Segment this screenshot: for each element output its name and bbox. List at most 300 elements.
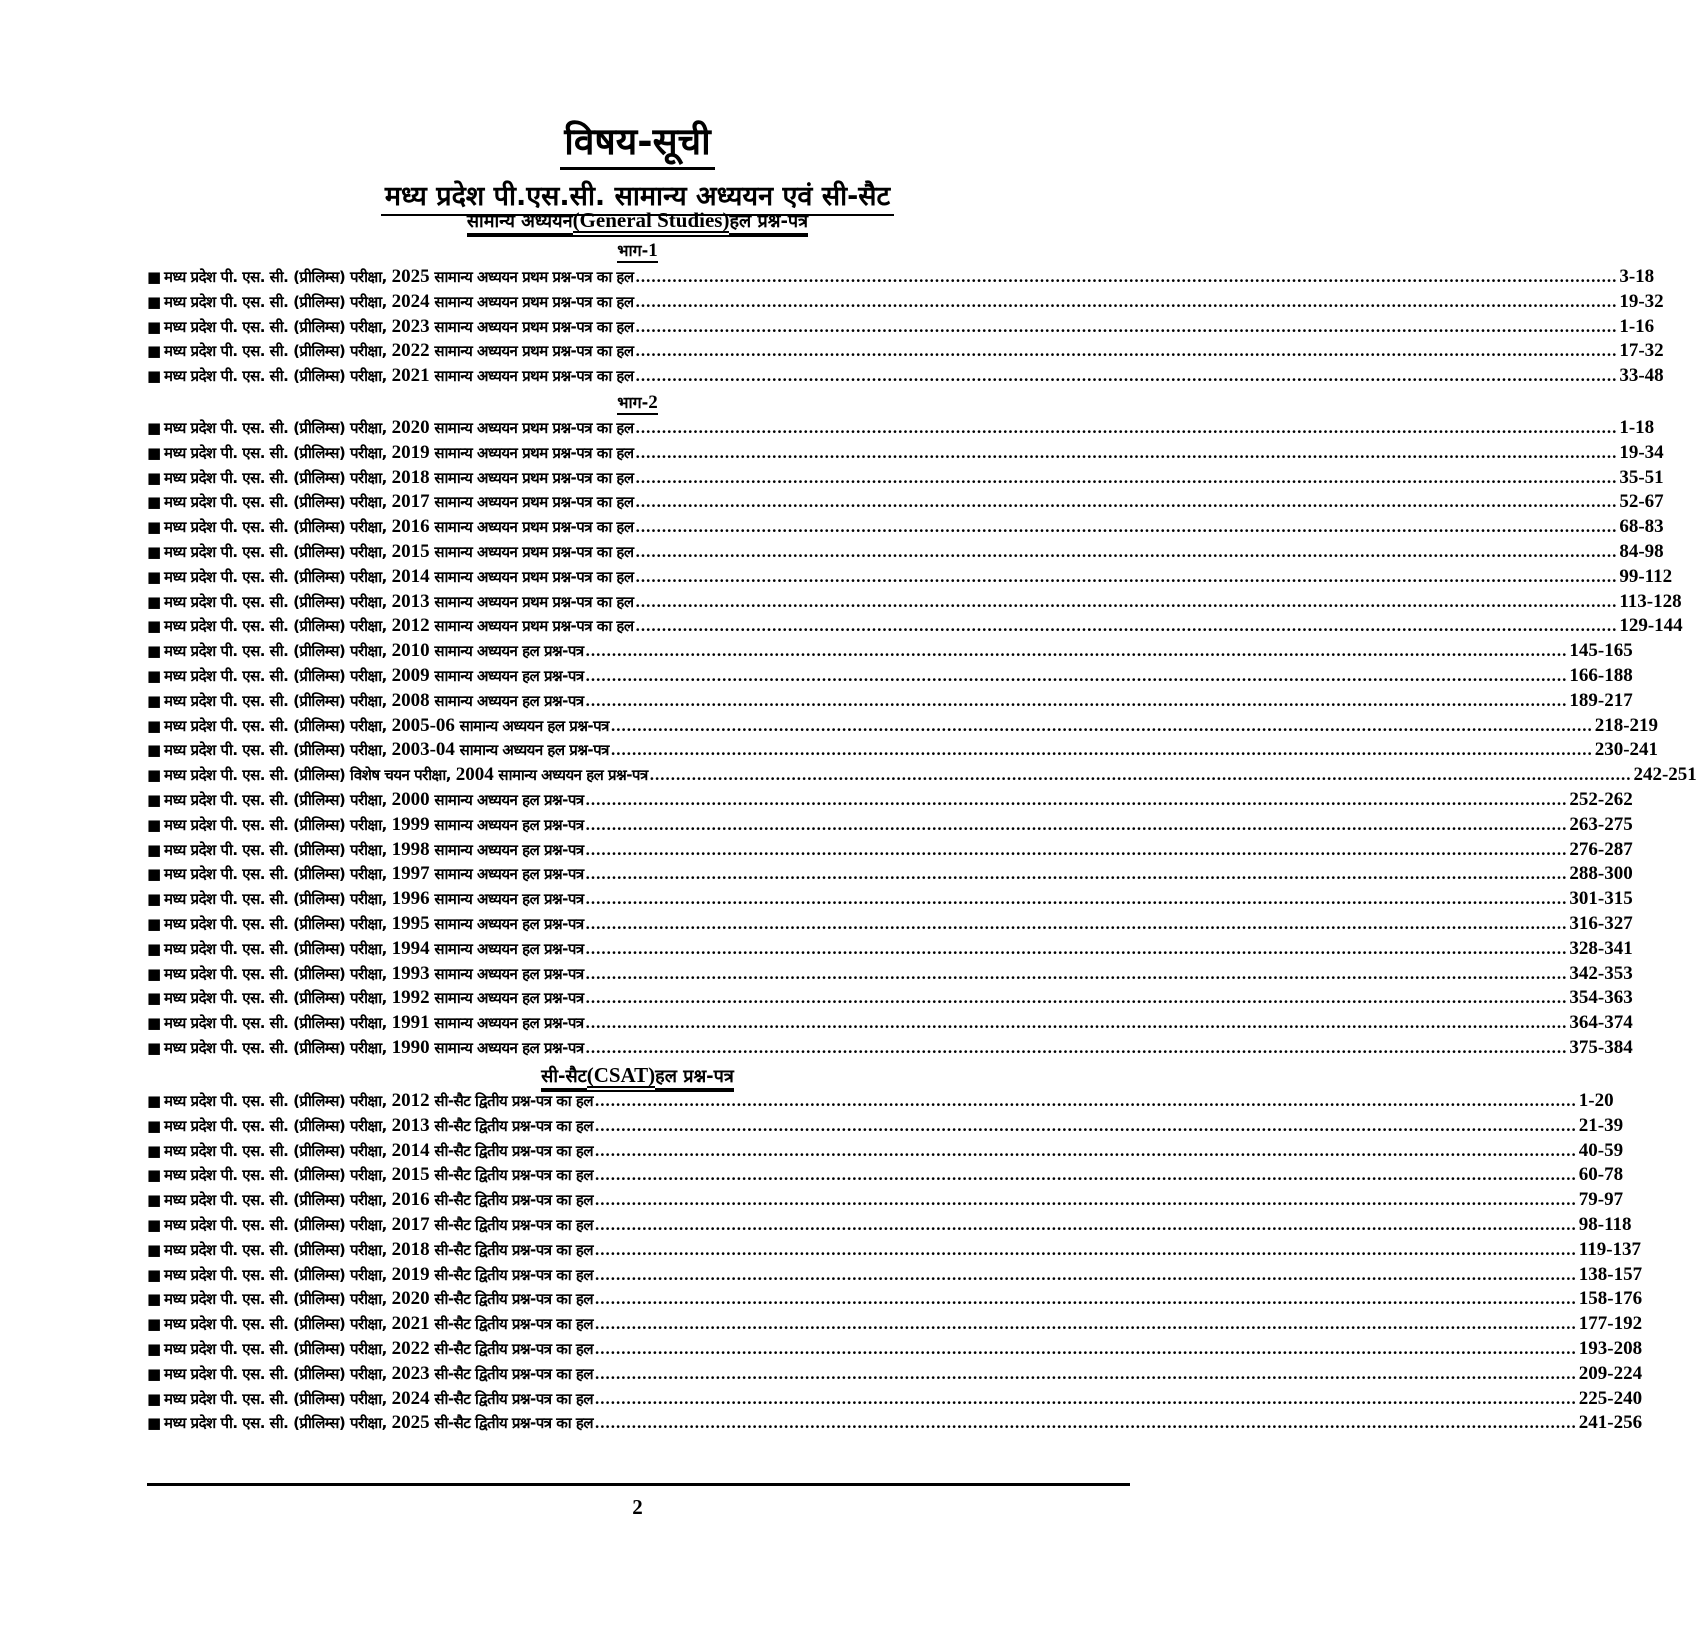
dot-leader: ........................................................................................................................................................................................... [585,666,1568,685]
toc-entry-label [164,591,634,613]
toc-entry [147,565,1673,592]
toc-entry-text: मध्य प्रदेश पी. एस. सी. (प्रीलिम्स) परीक्षा, [164,543,392,561]
toc-entry-pages: 189-217 [1569,689,1633,711]
page-title [0,114,1275,170]
toc-entry [147,1387,1643,1414]
bullet-icon: ■ [147,1240,162,1259]
toc-entry [147,615,1683,641]
toc-entry-pages: 1-18 [1619,417,1655,438]
bullet-icon: ■ [147,1116,162,1135]
toc-entry-text: सी-सैट द्वितीय प्रश्न-पत्र का हल [429,1315,594,1334]
toc-entry-year: 2017 [391,491,430,513]
csat-heading-post: हल प्रश्न-पत्र [655,1066,734,1090]
dot-leader: ........................................................................................................................................................................................... [635,467,1618,487]
dot-leader: ........................................................................................................................................................................................... [595,1239,1577,1259]
toc-entry-text: सामान्य अध्ययन हल प्रश्न-पत्र [429,915,584,933]
part2-heading-pre: भाग- [617,393,649,412]
part2-heading-num: 2 [648,392,658,413]
toc-entry-text: सामान्य अध्ययन प्रथम प्रश्न-पत्र का हल [429,268,634,286]
dot-leader: ........................................................................................................................................................................................... [595,1363,1577,1383]
toc-entry-label [164,291,634,313]
toc-entry-text: मध्य प्रदेश पी. एस. सी. (प्रीलिम्स) परीक्षा, [164,617,392,636]
toc-entry-text: मध्य प्रदेश पी. एस. सी. (प्रीलिम्स) परीक्षा, [164,1364,392,1383]
dot-leader: ........................................................................................................................................................................................... [635,267,1618,286]
toc-entry-year: 1994 [391,937,430,959]
toc-entry-pages: 60-78 [1578,1164,1624,1186]
toc-entry-year: 2023 [391,1362,430,1384]
bullet-icon: ■ [147,1039,162,1057]
dot-leader: ........................................................................................................................................................................................... [585,963,1568,983]
toc-entry-year: 2013 [391,1114,430,1136]
toc-entry [147,640,1633,666]
toc-entry-pages: 3-18 [1619,266,1655,287]
toc-entry-pages: 21-39 [1578,1114,1624,1136]
toc-entry-label [164,1288,593,1310]
toc-entry-label [164,913,584,935]
toc-entry-pages: 316-327 [1569,913,1633,934]
toc-entry-pages: 342-353 [1569,962,1633,984]
toc-entry-year: 2014 [391,1139,430,1161]
toc-entry-year: 2019 [391,441,430,463]
toc-entry-text: सामान्य अध्ययन हल प्रश्न-पत्र [454,741,609,760]
toc-entry-pages: 209-224 [1578,1362,1643,1384]
toc-entry [147,1037,1633,1063]
toc-entry-pages: 19-32 [1619,290,1664,312]
bullet-icon: ■ [147,493,162,512]
toc-entry-text: मध्य प्रदेश पी. एस. सी. (प्रीलिम्स) परीक्षा, [164,1265,392,1284]
toc-entry-pages: 166-188 [1569,665,1633,686]
toc-entry [147,516,1664,542]
toc-entry-year: 2021 [391,365,430,387]
toc-entry-text: मध्य प्रदेश पी. एस. सी. (प्रीलिम्स) परीक्षा, [164,1240,392,1259]
toc-entry-text: मध्य प्रदेश पी. एस. सी. (प्रीलिम्स) परीक्षा, [164,493,392,512]
toc-entry-year: 2025 [391,1412,430,1434]
toc-entry-pages: 1-20 [1578,1090,1614,1111]
toc-entry-text: मध्य प्रदेश पी. एस. सी. (प्रीलिम्स) परीक्षा, [164,1039,392,1057]
dot-leader: ........................................................................................................................................................................................... [635,366,1618,386]
toc-entry [147,290,1664,317]
bullet-icon: ■ [147,716,162,735]
toc-entry-text: सामान्य अध्ययन प्रथम प्रश्न-पत्र का हल [429,468,634,487]
part1-heading [0,241,1275,263]
toc-entry-text: सी-सैट द्वितीय प्रश्न-पत्र का हल [429,1290,594,1309]
toc-entry-year: 1993 [391,962,430,984]
toc-entry-text: सी-सैट द्वितीय प्रश्न-पत्र का हल [429,1191,594,1210]
dot-leader: ........................................................................................................................................................................................... [585,814,1568,834]
toc-entry-year: 2020 [391,417,430,438]
bullet-icon: ■ [147,292,162,311]
toc-entry-year: 1990 [391,1037,430,1058]
toc-entry [147,987,1633,1013]
toc-entry-text: सामान्य अध्ययन प्रथम प्रश्न-पत्र का हल [429,317,634,336]
toc-entry-label [164,1313,593,1335]
toc-entry [147,590,1682,617]
toc-entry-text: सामान्य अध्ययन प्रथम प्रश्न-पत्र का हल [429,543,634,561]
toc-entry-label [164,266,634,288]
bullet-icon: ■ [147,268,162,286]
toc-entry-year: 1991 [391,1012,430,1034]
toc-entry-label [164,839,584,861]
csat-section-heading [0,1064,1275,1092]
toc-entry-label [164,715,609,737]
bullet-icon: ■ [147,691,162,710]
toc-entry-label [164,1338,593,1360]
toc-entry-text: मध्य प्रदेश पी. एस. सी. (प्रीलिम्स) परीक्षा, [164,890,392,909]
toc-entry-text: मध्य प्रदेश पी. एस. सी. (प्रीलिम्स) परीक्षा, [164,1389,392,1408]
toc-entry-label [164,365,634,387]
toc-entry [147,266,1655,292]
dot-leader: ........................................................................................................................................................................................... [595,1190,1577,1210]
bullet-icon: ■ [147,317,162,336]
toc-entry [147,1263,1643,1290]
toc-entry-text: मध्य प्रदेश पी. एस. सी. (प्रीलिम्स) परीक्षा, [164,592,392,611]
toc-entry-year: 2013 [391,590,430,612]
toc-entry-text: सी-सैट द्वितीय प्रश्न-पत्र का हल [429,1340,594,1358]
dot-leader: ........................................................................................................................................................................................... [595,1215,1577,1234]
toc-entry-text: मध्य प्रदेश पी. एस. सी. (प्रीलिम्स) परीक्षा, [164,367,392,386]
toc-entry-text: सामान्य अध्ययन हल प्रश्न-पत्र [429,865,584,884]
dot-leader: ........................................................................................................................................................................................... [585,938,1568,958]
gs-heading-pre: सामान्य अध्ययन [467,211,573,235]
bullet-icon: ■ [147,915,162,933]
toc-entry-text: मध्य प्रदेश पी. एस. सी. (प्रीलिम्स) परीक्षा, [164,1414,392,1433]
toc-entry-text: मध्य प्रदेश पी. एस. सी. (प्रीलिम्स) परीक्षा, [164,964,392,983]
toc-entry [147,1313,1643,1339]
toc-entry-pages: 17-32 [1619,340,1664,362]
toc-entry-text: मध्य प्रदेश पी. एस. सी. (प्रीलिम्स) परीक्षा, [164,939,392,958]
toc-entry-text: सामान्य अध्ययन हल प्रश्न-पत्र [454,716,609,735]
toc-entry-text: सामान्य अध्ययन हल प्रश्न-पत्र [429,989,584,1008]
toc-entry [147,1139,1624,1166]
toc-entry-pages: 241-256 [1578,1412,1643,1434]
toc-entry-text: सी-सैट द्वितीय प्रश्न-पत्र का हल [429,1240,594,1259]
dot-leader: ........................................................................................................................................................................................... [595,1413,1577,1433]
toc-entry [147,962,1633,989]
toc-entry-pages: 230-241 [1594,739,1659,761]
toc-entry-year: 1995 [391,913,430,934]
toc-entry-pages: 375-384 [1569,1037,1633,1058]
toc-entry-year: 2009 [391,665,430,686]
bullet-icon: ■ [147,443,162,462]
toc-entry-pages: 288-300 [1569,863,1633,885]
bullet-icon: ■ [147,1216,162,1234]
bullet-icon: ■ [147,592,162,611]
bullet-icon: ■ [147,890,162,909]
toc-entry-text: सी-सैट द्वितीय प्रश्न-पत्र का हल [429,1216,594,1234]
toc-entry [147,466,1664,493]
bullet-icon: ■ [147,543,162,561]
dot-leader: ........................................................................................................................................................................................... [610,715,1593,735]
toc-entry [147,1238,1642,1265]
toc-entry-label [164,1214,593,1236]
toc-entry-text: मध्य प्रदेश पी. एस. सी. (प्रीलिम्स) परीक्षा, [164,840,392,859]
bullet-icon: ■ [147,419,162,437]
toc-entry-text: सामान्य अध्ययन हल प्रश्न-पत्र [429,939,584,958]
toc-entry-text: मध्य प्रदेश पी. एस. सी. (प्रीलिम्स) परीक्षा, [164,791,392,809]
dot-leader: ........................................................................................................................................................................................... [635,492,1618,512]
toc-entry-year: 2015 [391,1164,430,1186]
toc-entry-year: 2017 [391,1214,430,1235]
toc-entry-label [164,665,584,687]
dot-leader: ........................................................................................................................................................................................... [635,418,1618,437]
toc-entry [147,863,1633,889]
toc-entry-label [164,640,584,662]
toc-entry-pages: 84-98 [1619,541,1664,562]
dot-leader: ........................................................................................................................................................................................... [585,988,1568,1008]
toc-entry-label [164,938,584,960]
toc-entry-year: 2021 [391,1313,430,1335]
toc-entry-text: मध्य प्रदेश पी. एस. सी. (प्रीलिम्स) परीक्षा, [164,1290,392,1309]
toc-entry-pages: 138-157 [1578,1263,1643,1285]
bullet-icon: ■ [147,1191,162,1210]
toc-entry-text: सामान्य अध्ययन प्रथम प्रश्न-पत्र का हल [429,493,634,512]
toc-entry [147,315,1655,342]
toc-entry-pages: 193-208 [1578,1338,1643,1359]
toc-entry-year: 2024 [391,1387,430,1409]
csat-heading-pre: सी-सैट [541,1066,587,1090]
toc-entry-year: 1992 [391,987,430,1009]
toc-entry-year: 2016 [391,1189,430,1211]
toc-entry-text: सी-सैट द्वितीय प्रश्न-पत्र का हल [429,1141,594,1160]
toc-entry-pages: 301-315 [1569,888,1633,910]
dot-leader: ........................................................................................................................................................................................... [635,341,1618,361]
toc-entry [147,813,1633,840]
toc-entry-text: सी-सैट द्वितीय प्रश्न-पत्र का हल [429,1389,594,1408]
toc-entry-text: मध्य प्रदेश पी. एस. सी. (प्रीलिम्स) परीक्षा, [164,741,392,760]
toc-entry [147,665,1633,691]
toc-entry-text: सामान्य अध्ययन प्रथम प्रश्न-पत्र का हल [429,443,634,462]
toc-entry-pages: 252-262 [1569,789,1633,810]
toc-entry [147,888,1633,914]
toc-entry-label [164,316,634,338]
toc-entry [147,739,1659,765]
toc-entry-year: 1999 [391,813,430,835]
bullet-icon: ■ [147,667,162,685]
toc-entry-year: 2015 [391,541,430,562]
toc-entry-pages: 328-341 [1569,937,1633,959]
toc-entry-label [164,1115,593,1137]
toc-entry-text: मध्य प्रदेश पी. एस. सी. (प्रीलिम्स) परीक्षा, [164,1216,392,1234]
toc-entry-text: मध्य प्रदेश पी. एस. सी. (प्रीलिम्स) परीक्षा, [164,443,392,462]
toc-entry-text: सामान्य अध्ययन प्रथम प्रश्न-पत्र का हल [429,617,634,636]
bullet-icon: ■ [147,964,162,983]
csat-heading-latin: (CSAT) [586,1063,656,1087]
toc-entry [147,1012,1633,1038]
part2-heading [0,393,1275,415]
bullet-icon: ■ [147,766,162,785]
toc-entry-text: मध्य प्रदेश पी. एस. सी. (प्रीलिम्स) परीक्षा, [164,419,392,437]
toc-entry-year: 2016 [391,516,430,538]
dot-leader: ........................................................................................................................................................................................... [595,1339,1577,1358]
toc-entry-text: सामान्य अध्ययन प्रथम प्रश्न-पत्र का हल [429,518,634,537]
toc-entry [147,937,1633,964]
toc-entry-label [164,1412,593,1434]
toc-entry-text: मध्य प्रदेश पी. एस. सी. (प्रीलिम्स) परीक्षा, [164,642,392,661]
bullet-icon: ■ [147,1340,162,1358]
toc-entry [147,1189,1624,1215]
toc-entry-year: 2012 [391,615,430,637]
toc-entry-text: सामान्य अध्ययन हल प्रश्न-पत्र [429,791,584,809]
toc-entry-label [164,814,584,836]
toc-entry-pages: 158-176 [1578,1288,1643,1310]
toc-entry-text: मध्य प्रदेश पी. एस. सी. (प्रीलिम्स) परीक्षा, [164,989,392,1008]
toc-entry-year: 2018 [391,466,430,488]
toc-entry-label [164,690,584,712]
toc-entry-label [164,467,634,489]
bullet-icon: ■ [147,1389,162,1408]
toc-entry-pages: 218-219 [1594,714,1659,736]
toc-entry-text: मध्य प्रदेश पी. एस. सी. (प्रीलिम्स) परीक्षा, [164,468,392,487]
toc-entry-label [164,739,609,761]
toc-entry-pages: 79-97 [1578,1189,1624,1211]
toc-entry-text: मध्य प्रदेश पी. एस. सी. (प्रीलिम्स) परीक्षा, [164,518,392,537]
toc-entry [147,340,1664,366]
dot-leader: ........................................................................................................................................................................................... [585,641,1568,661]
toc-entry-pages: 99-112 [1619,565,1673,587]
bullet-icon: ■ [147,1166,162,1185]
dot-leader: ........................................................................................................................................................................................... [585,1013,1568,1033]
toc-entry-text: मध्य प्रदेश पी. एस. सी. (प्रीलिम्स) परीक्षा, [164,1166,392,1185]
toc-entry-pages: 33-48 [1619,365,1664,387]
dot-leader: ........................................................................................................................................................................................... [595,1115,1577,1135]
toc-entry [147,1362,1643,1389]
toc-entry-text: मध्य प्रदेश पी. एस. सी. (प्रीलिम्स) परीक्षा, [164,691,392,710]
toc-entry-pages: 276-287 [1569,838,1633,860]
toc-entry-label [164,1189,593,1211]
toc-entry-text: सी-सैट द्वितीय प्रश्न-पत्र का हल [429,1166,594,1185]
toc-entry-label [164,1090,593,1112]
toc-entry [147,714,1659,741]
toc-entry-pages: 68-83 [1619,516,1664,538]
toc-entry-text: सामान्य अध्ययन हल प्रश्न-पत्र [429,840,584,859]
toc-entry-year: 2024 [391,290,430,312]
toc-entry-text: सामान्य अध्ययन प्रथम प्रश्न-पत्र का हल [429,342,634,361]
bullet-icon: ■ [147,865,162,884]
toc-entry-text: सामान्य अध्ययन हल प्रश्न-पत्र [429,815,584,834]
toc-entry [147,689,1633,716]
bullet-icon: ■ [147,367,162,386]
toc-entry-pages: 129-144 [1619,615,1683,637]
toc-entry-year: 2022 [391,1338,430,1359]
gs-heading-post: हल प्रश्न-पत्र [729,211,808,235]
toc-entry-label [164,340,634,362]
toc-entry-text: सामान्य अध्ययन हल प्रश्न-पत्र [429,691,584,710]
toc-entry-label [164,1140,593,1162]
toc-entry-label [164,987,584,1009]
toc-entry-text: सामान्य अध्ययन प्रथम प्रश्न-पत्र का हल [429,292,634,311]
toc-entry-pages: 1-16 [1619,315,1655,337]
toc-entry-text: मध्य प्रदेश पी. एस. सी. (प्रीलिम्स) परीक्षा, [164,1141,392,1160]
dot-leader: ........................................................................................................................................................................................... [585,864,1568,884]
toc-entry-text: मध्य प्रदेश पी. एस. सी. (प्रीलिम्स) परीक्षा, [164,1191,392,1210]
toc-entry [147,789,1633,815]
toc-entry-year: 2023 [391,315,430,337]
toc-entry-text: सामान्य अध्ययन हल प्रश्न-पत्र [429,667,584,685]
page-subtitle-text: मध्य प्रदेश पी.एस.सी. सामान्य अध्ययन एवं सी-सैट [381,176,894,216]
toc-entry-text: मध्य प्रदेश पी. एस. सी. (प्रीलिम्स) परीक्षा, [164,317,392,336]
dot-leader: ........................................................................................................................................................................................... [635,291,1618,311]
bullet-icon: ■ [147,1014,162,1033]
toc-entry-text: मध्य प्रदेश पी. एस. सी. (प्रीलिम्स) परीक्षा, [164,292,392,311]
toc-entry-year: 2008 [391,689,430,711]
bullet-icon: ■ [147,989,162,1008]
dot-leader: ........................................................................................................................................................................................... [595,1388,1577,1408]
toc-entry-year: 1997 [391,863,430,885]
bullet-icon: ■ [147,1315,162,1334]
toc-entry-text: मध्य प्रदेश पी. एस. सी. (प्रीलिम्स) परीक्षा, [164,1315,392,1334]
toc-entry-pages: 52-67 [1619,491,1664,513]
toc-entry-text: मध्य प्रदेश पी. एस. सी. (प्रीलिम्स) परीक्षा, [164,567,392,586]
toc-entry-pages: 177-192 [1578,1313,1643,1335]
toc-entry-year: 2004 [455,764,494,786]
toc-entry-text: सी-सैट द्वितीय प्रश्न-पत्र का हल [429,1364,594,1383]
toc-entry-pages: 225-240 [1578,1387,1643,1409]
dot-leader: ........................................................................................................................................................................................... [595,1140,1577,1160]
toc-entry-text: सामान्य अध्ययन प्रथम प्रश्न-पत्र का हल [429,419,634,437]
toc-entry-pages: 364-374 [1569,1012,1633,1034]
toc-entry-pages: 119-137 [1578,1238,1642,1260]
dot-leader: ........................................................................................................................................................................................... [595,1289,1577,1309]
toc-entry-text: सामान्य अध्ययन हल प्रश्न-पत्र [429,890,584,909]
dot-leader: ........................................................................................................................................................................................... [595,1264,1577,1284]
toc-entry [147,764,1697,790]
toc-entry-pages: 145-165 [1569,640,1633,662]
toc-entry-label [164,1164,593,1186]
toc-entry [147,913,1633,939]
toc-entry-label [164,491,634,513]
bullet-icon: ■ [147,518,162,537]
dot-leader: ........................................................................................................................................................................................... [595,1165,1577,1185]
bullet-icon: ■ [147,617,162,636]
toc-entry-text: मध्य प्रदेश पी. एस. सी. (प्रीलिम्स) परीक्षा, [164,1014,392,1033]
toc-entry-label [164,1037,584,1059]
toc-entry-pages: 354-363 [1569,987,1633,1009]
toc-entry [147,365,1664,391]
page-title-text: विषय-सूची [560,114,714,170]
toc-entry-pages: 40-59 [1578,1139,1624,1161]
gs-heading-latin: (General Studies) [572,208,730,232]
toc-entry-text: सी-सैट द्वितीय प्रश्न-पत्र का हल [429,1092,594,1110]
bullet-icon: ■ [147,567,162,586]
toc-entry-label [164,615,634,637]
toc-entry-year: 1996 [391,888,430,910]
dot-leader: ........................................................................................................................................................................................... [585,790,1568,809]
toc-entry-year: 2010 [391,640,430,662]
dot-leader: ........................................................................................................................................................................................... [635,566,1618,586]
toc-entry-label [164,417,634,439]
dot-leader: ........................................................................................................................................................................................... [610,740,1593,760]
toc-entry-pages: 35-51 [1619,466,1664,488]
toc-entry-text: मध्य प्रदेश पी. एस. सी. (प्रीलिम्स) विशेष चयन परीक्षा, [164,766,456,785]
toc-entry-text: मध्य प्रदेश पी. एस. सी. (प्रीलिम्स) परीक्षा, [164,268,392,286]
bullet-icon: ■ [147,840,162,859]
toc-entry-year: 2003-04 [391,739,455,761]
toc-entry-text: सामान्य अध्ययन प्रथम प्रश्न-पत्र का हल [429,567,634,586]
toc-entry-text: मध्य प्रदेश पी. एस. सी. (प्रीलिम्स) परीक्षा, [164,915,392,933]
bullet-icon: ■ [147,642,162,661]
dot-leader: ........................................................................................................................................................................................... [635,517,1618,537]
toc-entry-year: 2019 [391,1263,430,1285]
toc-entry-label [164,541,634,563]
dot-leader: ........................................................................................................................................................................................... [635,542,1618,561]
toc-entry-text: सी-सैट द्वितीय प्रश्न-पत्र का हल [429,1265,594,1284]
toc-entry-text: सामान्य अध्ययन हल प्रश्न-पत्र [493,766,648,785]
toc-entry [147,1164,1624,1190]
toc-entry-pages: 263-275 [1569,813,1633,835]
toc-entry-label [164,1264,593,1286]
bullet-icon: ■ [147,1141,162,1160]
part1-heading-num: 1 [648,240,658,261]
